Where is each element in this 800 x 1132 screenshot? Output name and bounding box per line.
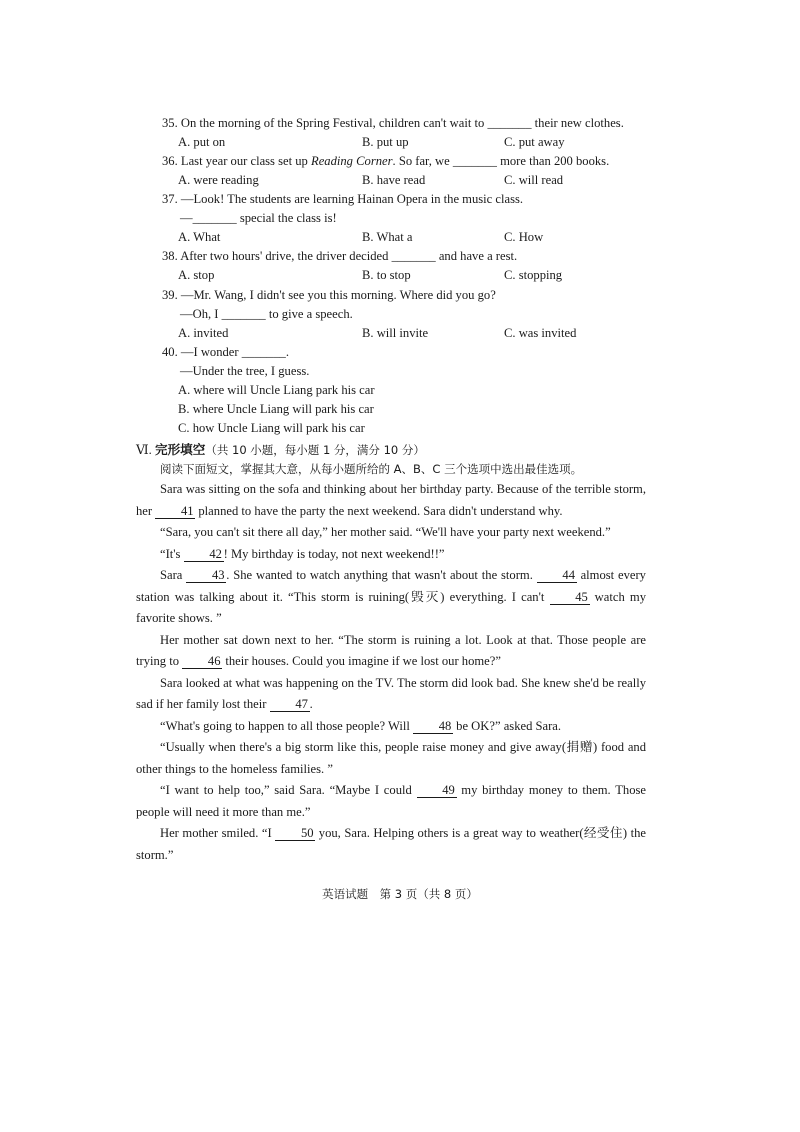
p10-text-a: Her mother smiled. “I <box>160 826 276 840</box>
q36-option-b: B. have read <box>362 173 426 187</box>
section-number: Ⅵ. <box>136 443 152 457</box>
q36-stem-pre: 36. Last year our class set up <box>162 154 311 168</box>
question-35-stem: 35. On the morning of the Spring Festival, children can't wait to _______ their new clothes. <box>162 116 624 130</box>
question-37-stem2: —_______ special the class is! <box>180 211 337 225</box>
blank-43: 43 <box>186 569 226 583</box>
q40-option-a: A. where will Uncle Liang park his car <box>178 383 375 397</box>
p4-text-b: . She wanted to watch anything that wasn't about the storm. <box>226 568 537 582</box>
q35-option-c: C. put away <box>504 135 565 149</box>
passage-paragraph-5 <box>136 630 646 673</box>
p3-text-a: “It's <box>160 546 184 561</box>
passage-paragraph-10 <box>136 823 646 866</box>
blank-44: 44 <box>537 569 577 583</box>
p6-text-b: . <box>309 697 313 711</box>
question-38-stem: 38. After two hours' drive, the driver decided _______ and have a rest. <box>162 249 518 263</box>
blank-46: 46 <box>182 655 222 669</box>
q38-option-b: B. to stop <box>362 268 411 282</box>
passage-paragraph-9 <box>136 780 646 823</box>
p3-text-b: ! My birthday is today, not next weekend!!” <box>223 546 445 561</box>
blank-42: 42 <box>184 548 224 562</box>
p7-text-b: be OK?” asked Sara. <box>453 718 562 733</box>
q35-option-a: A. put on <box>178 135 226 149</box>
passage-paragraph-1 <box>136 479 646 522</box>
p1-text-a: Sara was sitting on the sofa and thinking about her birthday party. Because of the terrible storm, her <box>136 482 646 518</box>
p10-text-b: you, Sara. Helping others is a great way to weather(经受住) the storm.” <box>136 826 646 862</box>
question-39-stem2: —Oh, I _______ to give a speech. <box>180 307 353 321</box>
blank-45: 45 <box>550 591 590 605</box>
p5-text-b: their houses. Could you imagine if we lost our home?” <box>222 654 501 668</box>
q35-option-b: B. put up <box>362 135 409 149</box>
blank-48: 48 <box>413 720 453 734</box>
passage-paragraph-6 <box>136 673 646 716</box>
passage-paragraph-3 <box>136 544 646 566</box>
q39-option-b: B. will invite <box>362 326 429 340</box>
p4-text-d: watch my favorite shows. ” <box>136 589 646 625</box>
p2-text: “Sara, you can't sit there all day,” her mother said. “We'll have your party next weekend.” <box>160 525 611 539</box>
q36-option-c: C. will read <box>504 173 564 187</box>
blank-41: 41 <box>155 505 195 519</box>
q36-stem-post: . So far, we _______ more than 200 books. <box>392 154 610 168</box>
p9-text-b: my birthday money to them. Those people will need it more than me.” <box>136 783 646 819</box>
q38-option-c: C. stopping <box>504 268 563 282</box>
section-note: （共 10 小题，每小题 1 分，满分 10 分） <box>205 443 425 457</box>
p5-text-a: Her mother sat down next to her. “The storm is ruining a lot. Look at that. Those people are trying to <box>136 632 646 668</box>
p7-text-a: “What's going to happen to all those people? Will <box>160 718 413 733</box>
p4-text-a: Sara <box>160 568 187 582</box>
p9-text-a: “I want to help too,” said Sara. “Maybe I could <box>160 783 417 797</box>
blank-49: 49 <box>417 784 457 798</box>
passage-paragraph-7 <box>136 716 646 738</box>
p1-text-b: planned to have the party the next weekend. Sara didn't understand why. <box>195 503 563 518</box>
q37-option-a: A. What <box>178 230 221 244</box>
q40-option-b: B. where Uncle Liang will park his car <box>178 402 374 416</box>
blank-50: 50 <box>275 827 315 841</box>
question-40-stem2: —Under the tree, I guess. <box>180 364 310 378</box>
q36-option-a: A. were reading <box>178 173 259 187</box>
section-title: 完形填空 <box>154 442 206 457</box>
q36-stem-em: Reading Corner <box>311 154 393 168</box>
passage-paragraph-4 <box>136 565 646 630</box>
cloze-passage <box>136 479 646 866</box>
section-instruction: 阅读下面短文，掌握其大意，从每小题所给的 A、B、C 三个选项中选出最佳选项。 <box>160 462 583 476</box>
passage-paragraph-2 <box>136 522 646 544</box>
q39-option-a: A. invited <box>178 326 229 340</box>
page-footer: 英语试题 第 3 页（共 8 页） <box>322 887 478 901</box>
q37-option-c: C. How <box>504 230 544 244</box>
section-heading <box>136 442 425 458</box>
passage-paragraph-8 <box>136 737 646 780</box>
q40-option-c: C. how Uncle Liang will park his car <box>178 421 365 435</box>
blank-47: 47 <box>270 698 310 712</box>
q39-option-c: C. was invited <box>504 326 577 340</box>
question-37-stem: 37. —Look! The students are learning Hainan Opera in the music class. <box>162 192 524 206</box>
q37-option-b: B. What a <box>362 230 413 244</box>
question-36-stem <box>162 153 609 169</box>
p6-text-a: Sara looked at what was happening on the TV. The storm did look bad. She knew she'd be really sad if her family lost their <box>136 675 646 711</box>
q38-option-a: A. stop <box>178 268 215 282</box>
p4-text-c: almost every station was talking about it. “This storm is ruining(毁灭) everything. I can't <box>136 568 646 604</box>
question-40-stem: 40. —I wonder _______. <box>162 345 289 359</box>
p8-text: “Usually when there's a big storm like this, people raise money and give away(捐赠) food and other things to the homeless families. ” <box>136 740 646 776</box>
question-39-stem: 39. —Mr. Wang, I didn't see you this morning. Where did you go? <box>162 288 496 302</box>
